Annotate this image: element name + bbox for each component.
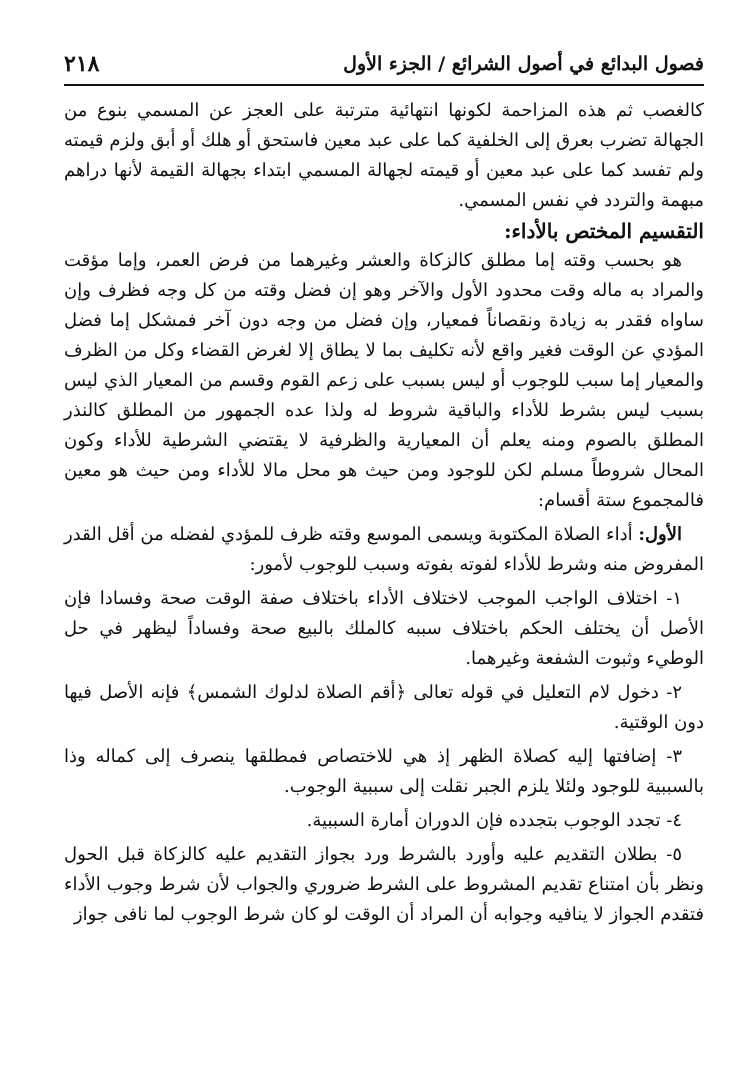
list-item-5: ٥- بطلان التقديم عليه وأورد بالشرط ورد بجواز التقديم عليه كالزكاة قبل الحول ونظر بأن امتناع تقديم المشروط على الشرط ضروري والجواب لأن شرط وجوب الأداء فتقدم الجواز لا ينافيه وجوابه أن المراد أن الوقت لو كان شرط الوجوب لما نافى جواز [64, 844, 704, 925]
first-label: الأول: [638, 524, 682, 545]
list-item-4: ٤- تجدد الوجوب بتجدده فإن الدوران أمارة السببية. [306, 810, 682, 831]
quran-bracket-open: ﴿ [395, 682, 407, 703]
list-item-3: ٣- إضافتها إليه كصلاة الظهر إذ هي للاختصاص فمطلقها ينصرف إلى كماله وذا بالسببية للوجود ولئلا يلزم الجبر نقلت إلى سببية الوجوب. [64, 746, 704, 797]
list-item-2-tail: فإنه الأصل فيها دون الوقتية. [64, 682, 704, 733]
book-page [64, 44, 704, 1074]
section-heading: التقسيم المختص بالأداء: [504, 219, 704, 243]
running-title: فصول البدائع في أصول الشرائع / الجزء الأول [343, 53, 704, 75]
page-header [64, 44, 704, 86]
list-item-2-lead: ٢- دخول لام التعليل في قوله تعالى [406, 682, 683, 703]
list-item-1: ١- اختلاف الواجب الموجب لاختلاف الأداء باختلاف صفة الوقت صحة وفسادا فإن الأصل أن يختلف الحكم باختلاف سببه كالملك بالبيع صحة وفساداً ليظهر في حل الوطيء وثبوت الشفعة وغيرهما. [64, 588, 704, 669]
quran-verse: أقم الصلاة لدلوك الشمس [197, 682, 396, 703]
paragraph-first-section [64, 520, 704, 580]
first-text: أداء الصلاة المكتوبة ويسمى الموسع وقته ظرف للمؤدي لفضله من أقل القدر المفروض منه وشرط للأداء لفوته بفوته وسبب للوجوب لأمور: [63, 524, 704, 575]
paragraph-continuation: كالغصب ثم هذه المزاحمة لكونها انتهائية مترتبة على العجز عن المسمي بنوع من الجهالة تضرب بعرق إلى الخلفية كما على عبد معين فاستحق أو هلك أو أبق ولزم قيمته ولم تفسد كما على عبد معين أو قيمته لجهالة المسمي ابتداء بجهالة القيمة لأنها دراهم مبهمة والتردد في نفس المسمي. [64, 100, 704, 211]
page-number: ٢١٨ [64, 51, 100, 77]
quran-bracket-close: ﴾ [186, 682, 198, 703]
page-body [64, 96, 704, 930]
paragraph-division: هو بحسب وقته إما مطلق كالزكاة والعشر وغيرهما من فرض العمر، وإما مؤقت والمراد به ماله وقت محدود الأول والآخر وهو إن فضل وقته من كل وجه فظرف وإن ساواه فقدر به زيادة ونقصاناً فمعيار، وإن فضل من وجه دون آخر فمشكل إما فضل المؤدي عن الوقت فغير واقع لأنه تكليف بما لا يطاق إلا لغرض القضاء وكل من الظرف والمعيار إما سبب للوجوب أو ليس بسبب على زعم القوم وقسم من المعيار الذي ليس بسبب ليس بشرط للأداء والباقية شروط له ولذا عده الجمهور من المطلق كالنذر المطلق بالصوم ومنه يعلم أن المعيارية والظرفية لا يقتضي الشرطية للأداء وكون المحال شروطاً مسلم لكن للوجود ومن حيث هو محل مالا للأداء ومن حيث هو معين فالمجموع ستة أقسام: [64, 250, 704, 511]
list-item-2 [64, 678, 704, 738]
